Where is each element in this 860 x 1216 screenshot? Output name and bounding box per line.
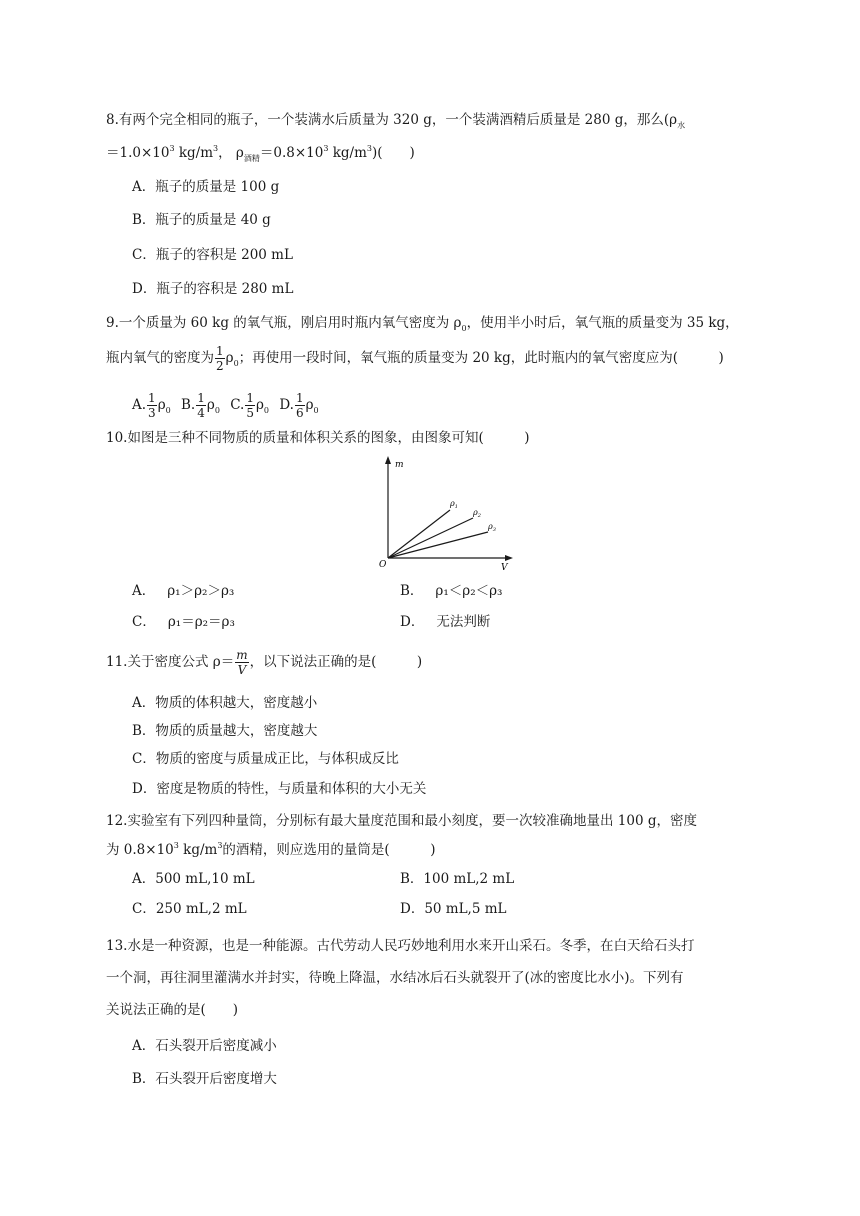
q12-option-d[interactable]: D．50 mL,5 mL [400, 901, 507, 917]
q12-stem-line-2: 为 $0.8\times 10^3$ $kg/m^3$的酒精，则应选用的量筒是( ) [106, 841, 436, 858]
q10-option-c[interactable]: C． ρ₁＝ρ₂＝ρ₃ [132, 614, 235, 630]
q13-stem-line-1: 13.水是一种资源，也是一种能源。古代劳动人民巧妙地利用水来开山采石。冬季，在白天给石头打 [106, 938, 695, 954]
q11-formula-fraction: $\frac{m}{V}$ [236, 648, 248, 677]
q12-option-b[interactable]: B．100 mL,2 mL [400, 871, 515, 887]
label-rho-2: $\rho_2$ [473, 508, 481, 519]
q10-option-a[interactable]: A． ρ₁＞ρ₂＞ρ₃ [132, 583, 235, 599]
q12-option-c[interactable]: C．250 mL,2 mL [132, 901, 247, 917]
mass-volume-graph [378, 454, 518, 574]
label-rho-3: $\rho_3$ [488, 522, 496, 533]
line-rho-2 [388, 518, 473, 558]
q9-stem-line-2: 瓶内氧气的密度为 $\frac{1}{2}$ $\rho_0$；再使用一段时间，氧气瓶的质量变为 20 kg，此时瓶内的氧气密度应为( ) [106, 344, 724, 373]
q12-stem-line-1: 12.实验室有下列四种量筒，分别标有最大量度范围和最小刻度，要一次较准确地量出 100 g，密度 [106, 813, 697, 829]
label-rho-1: $\rho_1$ [450, 499, 458, 510]
q13-option-a[interactable]: A．石头裂开后密度减小 [132, 1038, 277, 1054]
q9-stem-line-1: 9.一个质量为 60 kg 的氧气瓶，刚启用时瓶内氧气密度为 $\rho_0$，使用半小时后，氧气瓶的质量变为 35 kg， [106, 315, 739, 333]
q12-option-a[interactable]: A．500 mL,10 mL [132, 871, 255, 887]
q10-option-d[interactable]: D． 无法判断 [400, 614, 491, 630]
y-axis-label: m [395, 460, 404, 470]
q9-fraction: $\frac{1}{2}$ [216, 344, 224, 373]
y-axis-arrow [385, 456, 391, 464]
q9-option-a[interactable]: A. $\frac{1}{3}$ $\rho_0$ [132, 391, 171, 420]
line-rho-1 [388, 510, 450, 558]
x-axis-arrow [505, 555, 513, 561]
q11-option-b[interactable]: B．物质的质量越大，密度越大 [132, 723, 318, 739]
q8-option-b[interactable]: B．瓶子的质量是 40 g [132, 212, 271, 228]
q8-option-d[interactable]: D．瓶子的容积是 280 mL [132, 281, 294, 297]
q11-stem: 11.关于密度公式 ρ＝ $\frac{m}{V}$ ，以下说法正确的是( ) [106, 648, 423, 677]
q9-options-row [132, 392, 319, 419]
q13-stem-line-2: 一个洞，再往洞里灌满水并封实，待晚上降温，水结冰后石头就裂开了(冰的密度比水小)。下列有 [106, 970, 684, 986]
q11-option-d[interactable]: D．密度是物质的特性，与质量和体积的大小无关 [132, 781, 427, 797]
q8-option-a[interactable]: A．瓶子的质量是 100 g [132, 179, 280, 195]
q8-stem-line-1: 8.有两个完全相同的瓶子，一个装满水后质量为 320 g，一个装满酒精后质量是 280 g，那么($\rho_水$ [106, 112, 686, 130]
q11-option-c[interactable]: C．物质的密度与质量成正比，与体积成反比 [132, 751, 399, 767]
q13-stem-line-3: 关说法正确的是( ) [106, 1002, 239, 1018]
q11-option-a[interactable]: A．物质的体积越大，密度越小 [132, 695, 318, 711]
q9-option-c[interactable]: C. $\frac{1}{5}$ $\rho_0$ [230, 391, 270, 420]
q13-option-b[interactable]: B．石头裂开后密度增大 [132, 1071, 277, 1087]
q9-option-b[interactable]: B. $\frac{1}{4}$ $\rho_0$ [181, 391, 220, 420]
q9-option-d[interactable]: D. $\frac{1}{6}$ $\rho_0$ [279, 391, 319, 420]
q10-stem: 10.如图是三种不同物质的质量和体积关系的图象，由图象可知( ) [106, 430, 530, 446]
q8-option-c[interactable]: C．瓶子的容积是 200 mL [132, 247, 293, 263]
line-rho-3 [388, 532, 488, 558]
q8-stem-line-2: $=1.0\times 10^3$ $kg/m^3$， $\rho_{酒精}=0.8\times 10^3$ $kg/m^3$)( ) [106, 144, 415, 163]
x-axis-label: V [501, 563, 508, 573]
origin-label: O [379, 560, 387, 570]
q10-option-b[interactable]: B． ρ₁＜ρ₂＜ρ₃ [400, 583, 503, 599]
